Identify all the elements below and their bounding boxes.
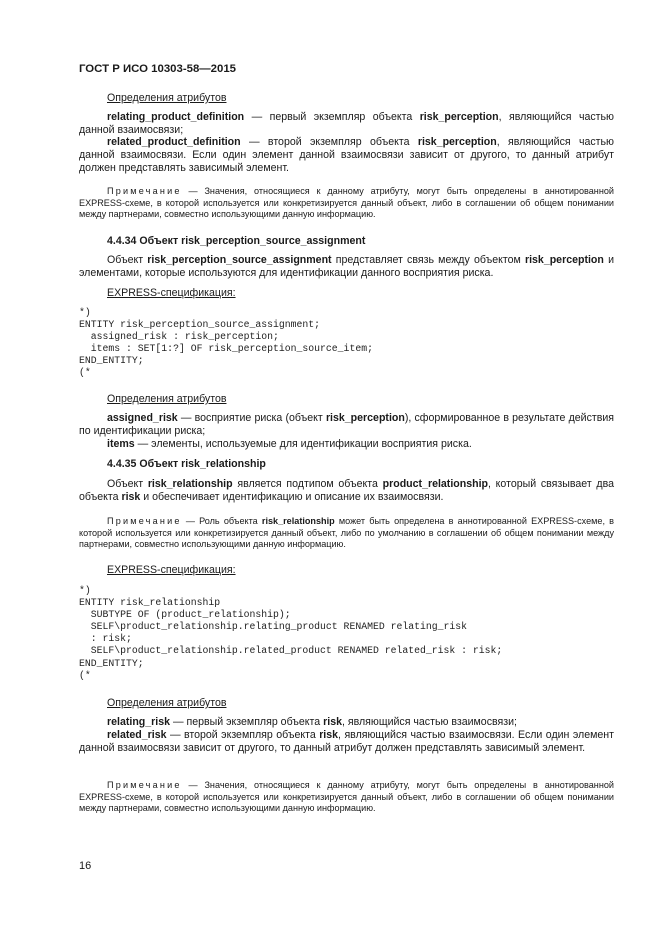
attr-def-related-risk: related_risk — второй экземпляр объекта risk, являющийся частью взаимосвязи. Если один элемент данной взаимосвязи зависит от другого, то данный атрибут должен представлять зависимый элемент. xyxy=(79,729,614,754)
section-4-4-34-description: Объект risk_perception_source_assignment представляет связь между объектом risk_perception и элементами, которые используются для идентификации данного восприятия риска. xyxy=(79,254,614,279)
note-3: Примечание — Значения, относящиеся к данному атрибуту, могут быть определены в аннотированной EXPRESS-схеме, в которой используется или конкретизируется данный объект, либо в соглашении об общем понимании между партнерами, совместно использующими данную информацию. xyxy=(79,780,614,814)
section-heading-4-4-34: 4.4.34 Объект risk_perception_source_assignment xyxy=(107,235,366,247)
express-spec-heading-2: EXPRESS-спецификация: xyxy=(107,564,236,576)
express-code-block-2: *) ENTITY risk_relationship SUBTYPE OF (product_relationship); SELF\product_relationship.relating_product RENAMED relating_risk : risk; SELF\product_relationship.related_product RENAMED related_risk : risk; END_ENTITY; (* xyxy=(79,585,503,681)
note-1: Примечание — Значения, относящиеся к данному атрибуту, могут быть определены в аннотированной EXPRESS-схеме, в которой используется или конкретизируется данный объект, либо в соглашении об общем понимании между партнерами, совместно использующими данную информацию. xyxy=(79,186,614,220)
express-code-block-1: *) ENTITY risk_perception_source_assignment; assigned_risk : risk_perception; items : SET[1:?] OF risk_perception_source_item; END_ENTITY; (* xyxy=(79,307,373,379)
section-4-4-35-description: Объект risk_relationship является подтипом объекта product_relationship, который связывает два объекта risk и обеспечивает идентификацию и описание их взаимосвязи. xyxy=(79,478,614,503)
section-heading-4-4-35: 4.4.35 Объект risk_relationship xyxy=(107,458,266,470)
page-number: 16 xyxy=(79,860,92,872)
attr-definitions-heading-3: Определения атрибутов xyxy=(107,697,227,709)
attr-def-items: items — элементы, используемые для идентификации восприятия риска. xyxy=(107,438,472,450)
attr-def-relating-risk: relating_risk — первый экземпляр объекта risk, являющийся частью взаимосвязи; xyxy=(107,716,517,728)
note-2: Примечание — Роль объекта risk_relationship может быть определена в аннотированной EXPRESS-схеме, в которой используется или конкретизируется данный объект, либо по умолчанию в соглашении об общем понимании между партнерами, совместно использующими данную информацию. xyxy=(79,516,614,550)
attr-def-relating-product-definition: relating_product_definition — первый экземпляр объекта risk_perception, являющийся частью данной взаимосвязи; xyxy=(79,111,614,136)
attr-definitions-heading-1: Определения атрибутов xyxy=(107,92,227,104)
attr-definitions-heading-2: Определения атрибутов xyxy=(107,393,227,405)
document-header: ГОСТ Р ИСО 10303-58—2015 xyxy=(79,63,237,75)
attr-def-related-product-definition: related_product_definition — второй экземпляр объекта risk_perception, являющийся частью данной взаимосвязи. Если один элемент данной взаимосвязи зависит от другого, то данный атрибут должен представлять зависимый элемент. xyxy=(79,136,614,174)
express-spec-heading-1: EXPRESS-спецификация: xyxy=(107,287,236,299)
attr-def-assigned-risk: assigned_risk — восприятие риска (объект risk_perception), сформированное в результате действия по идентификации риска; xyxy=(79,412,614,437)
